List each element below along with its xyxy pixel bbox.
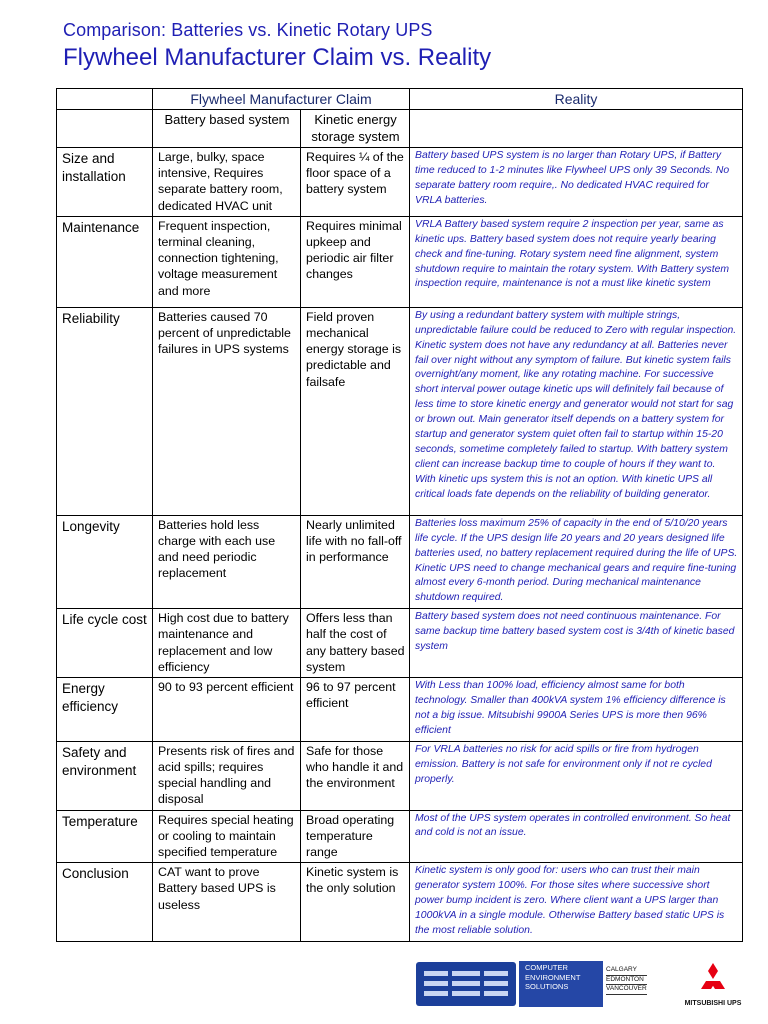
reality-header: Reality	[410, 89, 743, 110]
battery-claim: Batteries hold less charge with each use and need periodic replacement	[153, 515, 301, 608]
subheader-blank-cell	[57, 110, 153, 148]
ces-logo-icon	[416, 962, 516, 1006]
claim-header: Flywheel Manufacturer Claim	[153, 89, 410, 110]
table-row	[57, 741, 743, 810]
document-subtitle: Comparison: Batteries vs. Kinetic Rotary UPS	[63, 20, 433, 40]
kinetic-system-header: Kinetic energy storage system	[301, 110, 410, 148]
row-category: Temperature	[57, 810, 153, 863]
battery-claim: CAT want to prove Battery based UPS is useless	[153, 863, 301, 942]
header-blank-cell	[57, 89, 153, 110]
battery-system-header: Battery based system	[153, 110, 301, 148]
table-row	[57, 515, 743, 608]
kinetic-claim: Requires minimal upkeep and periodic air filter changes	[301, 216, 410, 307]
reality-text: Battery based system does not need continuous maintenance. For same backup time battery based system cost is 3/4th of kinetic based system	[410, 609, 743, 678]
city-label: VANCOUVER	[606, 985, 647, 995]
battery-claim: 90 to 93 percent efficient	[153, 678, 301, 742]
row-category: Size and installation	[57, 148, 153, 217]
table-row	[57, 678, 743, 742]
row-category: Conclusion	[57, 863, 153, 942]
battery-claim: High cost due to battery maintenance and replacement and low efficiency	[153, 609, 301, 678]
comparison-table	[56, 88, 743, 942]
city-label: EDMONTON	[606, 976, 647, 986]
city-label: CALGARY	[606, 966, 647, 976]
kinetic-claim: 96 to 97 percent efficient	[301, 678, 410, 742]
battery-claim: Requires special heating or cooling to maintain specified temperature	[153, 810, 301, 863]
reality-text: Batteries loss maximum 25% of capacity in the end of 5/10/20 years life cycle. If the UPS design life 20 years and 20 years designed life batteries used, no battery replacement required during the life of UPS. Kinetic UPS need to change mechanical gears and require fine-tuning almost every 6-month period. During mechanical maintenance shutdown required.	[410, 515, 743, 608]
battery-claim: Presents risk of fires and acid spills; requires special handling and disposal	[153, 741, 301, 810]
row-category: Reliability	[57, 307, 153, 515]
city-list	[606, 966, 647, 995]
table-row	[57, 863, 743, 942]
reality-text: VRLA Battery based system require 2 inspection per year, same as kinetic ups. Battery based system does not require yearly bearing check and fine-tuning. Rotary system need fine alignment, system shutdown require to maintain the rotary system. With Battery system inspection require, maintenance is not a must like kinetic system	[410, 216, 743, 307]
reality-text: Kinetic system is only good for: users who can trust their main generator system 100%. For those sites where successive short power bump incident is zero. Where client want a UPS larger than 1000kVA in a single module. Otherwise Battery based static UPS is the most reliable solution.	[410, 863, 743, 942]
mitsubishi-ups-label: MITSUBISHI UPS	[684, 1000, 742, 1007]
reality-text: For VRLA batteries no risk for acid spills or fire from hydrogen emission. Battery is not safe for environment only if not re cycled properly.	[410, 741, 743, 810]
table-row	[57, 307, 743, 515]
kinetic-claim: Requires ¼ of the floor space of a battery system	[301, 148, 410, 217]
footer-logos	[416, 960, 746, 1010]
kinetic-claim: Kinetic system is the only solution	[301, 863, 410, 942]
row-category: Life cycle cost	[57, 609, 153, 678]
reality-text: By using a redundant battery system with multiple strings, unpredictable failure could be reduced to Zero with regular inspection. Kinetic system does not have any redundancy at all. Batteries never fail over night without any symptom of failure. But kinetic system fails overnight/any moment, like any rotating machine. For successive short interval power outage kinetic ups will definitely fail because of less time to store kinetic energy and generator would not start for sag or brown out. Main generator itself depends on a battery system for startup and generator system quiet often fail to startup within 15-20 seconds, sometime completely failed to startup. With battery system client can increase backup time to couple of hours if they want to. With kinetic ups system this is not an option. With kinetic UPS all critical loads fate depends on the reliability of building generator.	[410, 307, 743, 515]
subheader-reality-blank	[410, 110, 743, 148]
reality-text: With Less than 100% load, efficiency almost same for both technology. Smaller than 400kVA system 1% efficiency difference is not a big issue. Mitsubishi 9900A Series UPS is more then 96% efficient	[410, 678, 743, 742]
kinetic-claim: Offers less than half the cost of any battery based system	[301, 609, 410, 678]
kinetic-claim: Broad operating temperature range	[301, 810, 410, 863]
company-name-line: ENVIRONMENT	[525, 972, 581, 982]
table-row	[57, 609, 743, 678]
row-category: Safety and environment	[57, 741, 153, 810]
kinetic-claim: Nearly unlimited life with no fall-off in performance	[301, 515, 410, 608]
company-name	[519, 961, 603, 1007]
battery-claim: Frequent inspection, terminal cleaning, connection tightening, voltage measurement and more	[153, 216, 301, 307]
row-category: Energy efficiency	[57, 678, 153, 742]
company-name-line: SOLUTIONS	[525, 982, 569, 991]
row-category: Maintenance	[57, 216, 153, 307]
table-row	[57, 216, 743, 307]
reality-text: Most of the UPS system operates in controlled environment. So heat and cold is not an issue.	[410, 810, 743, 863]
company-name-line: COMPUTER	[525, 963, 568, 972]
kinetic-claim: Field proven mechanical energy storage is predictable and failsafe	[301, 307, 410, 515]
table-row	[57, 810, 743, 863]
battery-claim: Large, bulky, space intensive, Requires separate battery room, dedicated HVAC unit	[153, 148, 301, 217]
mitsubishi-logo	[680, 962, 746, 1008]
row-category: Longevity	[57, 515, 153, 608]
table-header-row	[57, 89, 743, 110]
mitsubishi-diamonds-icon	[693, 962, 733, 998]
kinetic-claim: Safe for those who handle it and the environment	[301, 741, 410, 810]
document-title: Flywheel Manufacturer Claim vs. Reality	[63, 44, 492, 71]
table-subheader-row	[57, 110, 743, 148]
reality-text: Battery based UPS system is no larger than Rotary UPS, if Battery time reduced to 1-2 minutes like Flywheel UPS only 39 Seconds. No separate battery room require,. No dedicated HVAC required for VRLA batteries.	[410, 148, 743, 217]
battery-claim: Batteries caused 70 percent of unpredictable failures in UPS systems	[153, 307, 301, 515]
table-row	[57, 148, 743, 217]
